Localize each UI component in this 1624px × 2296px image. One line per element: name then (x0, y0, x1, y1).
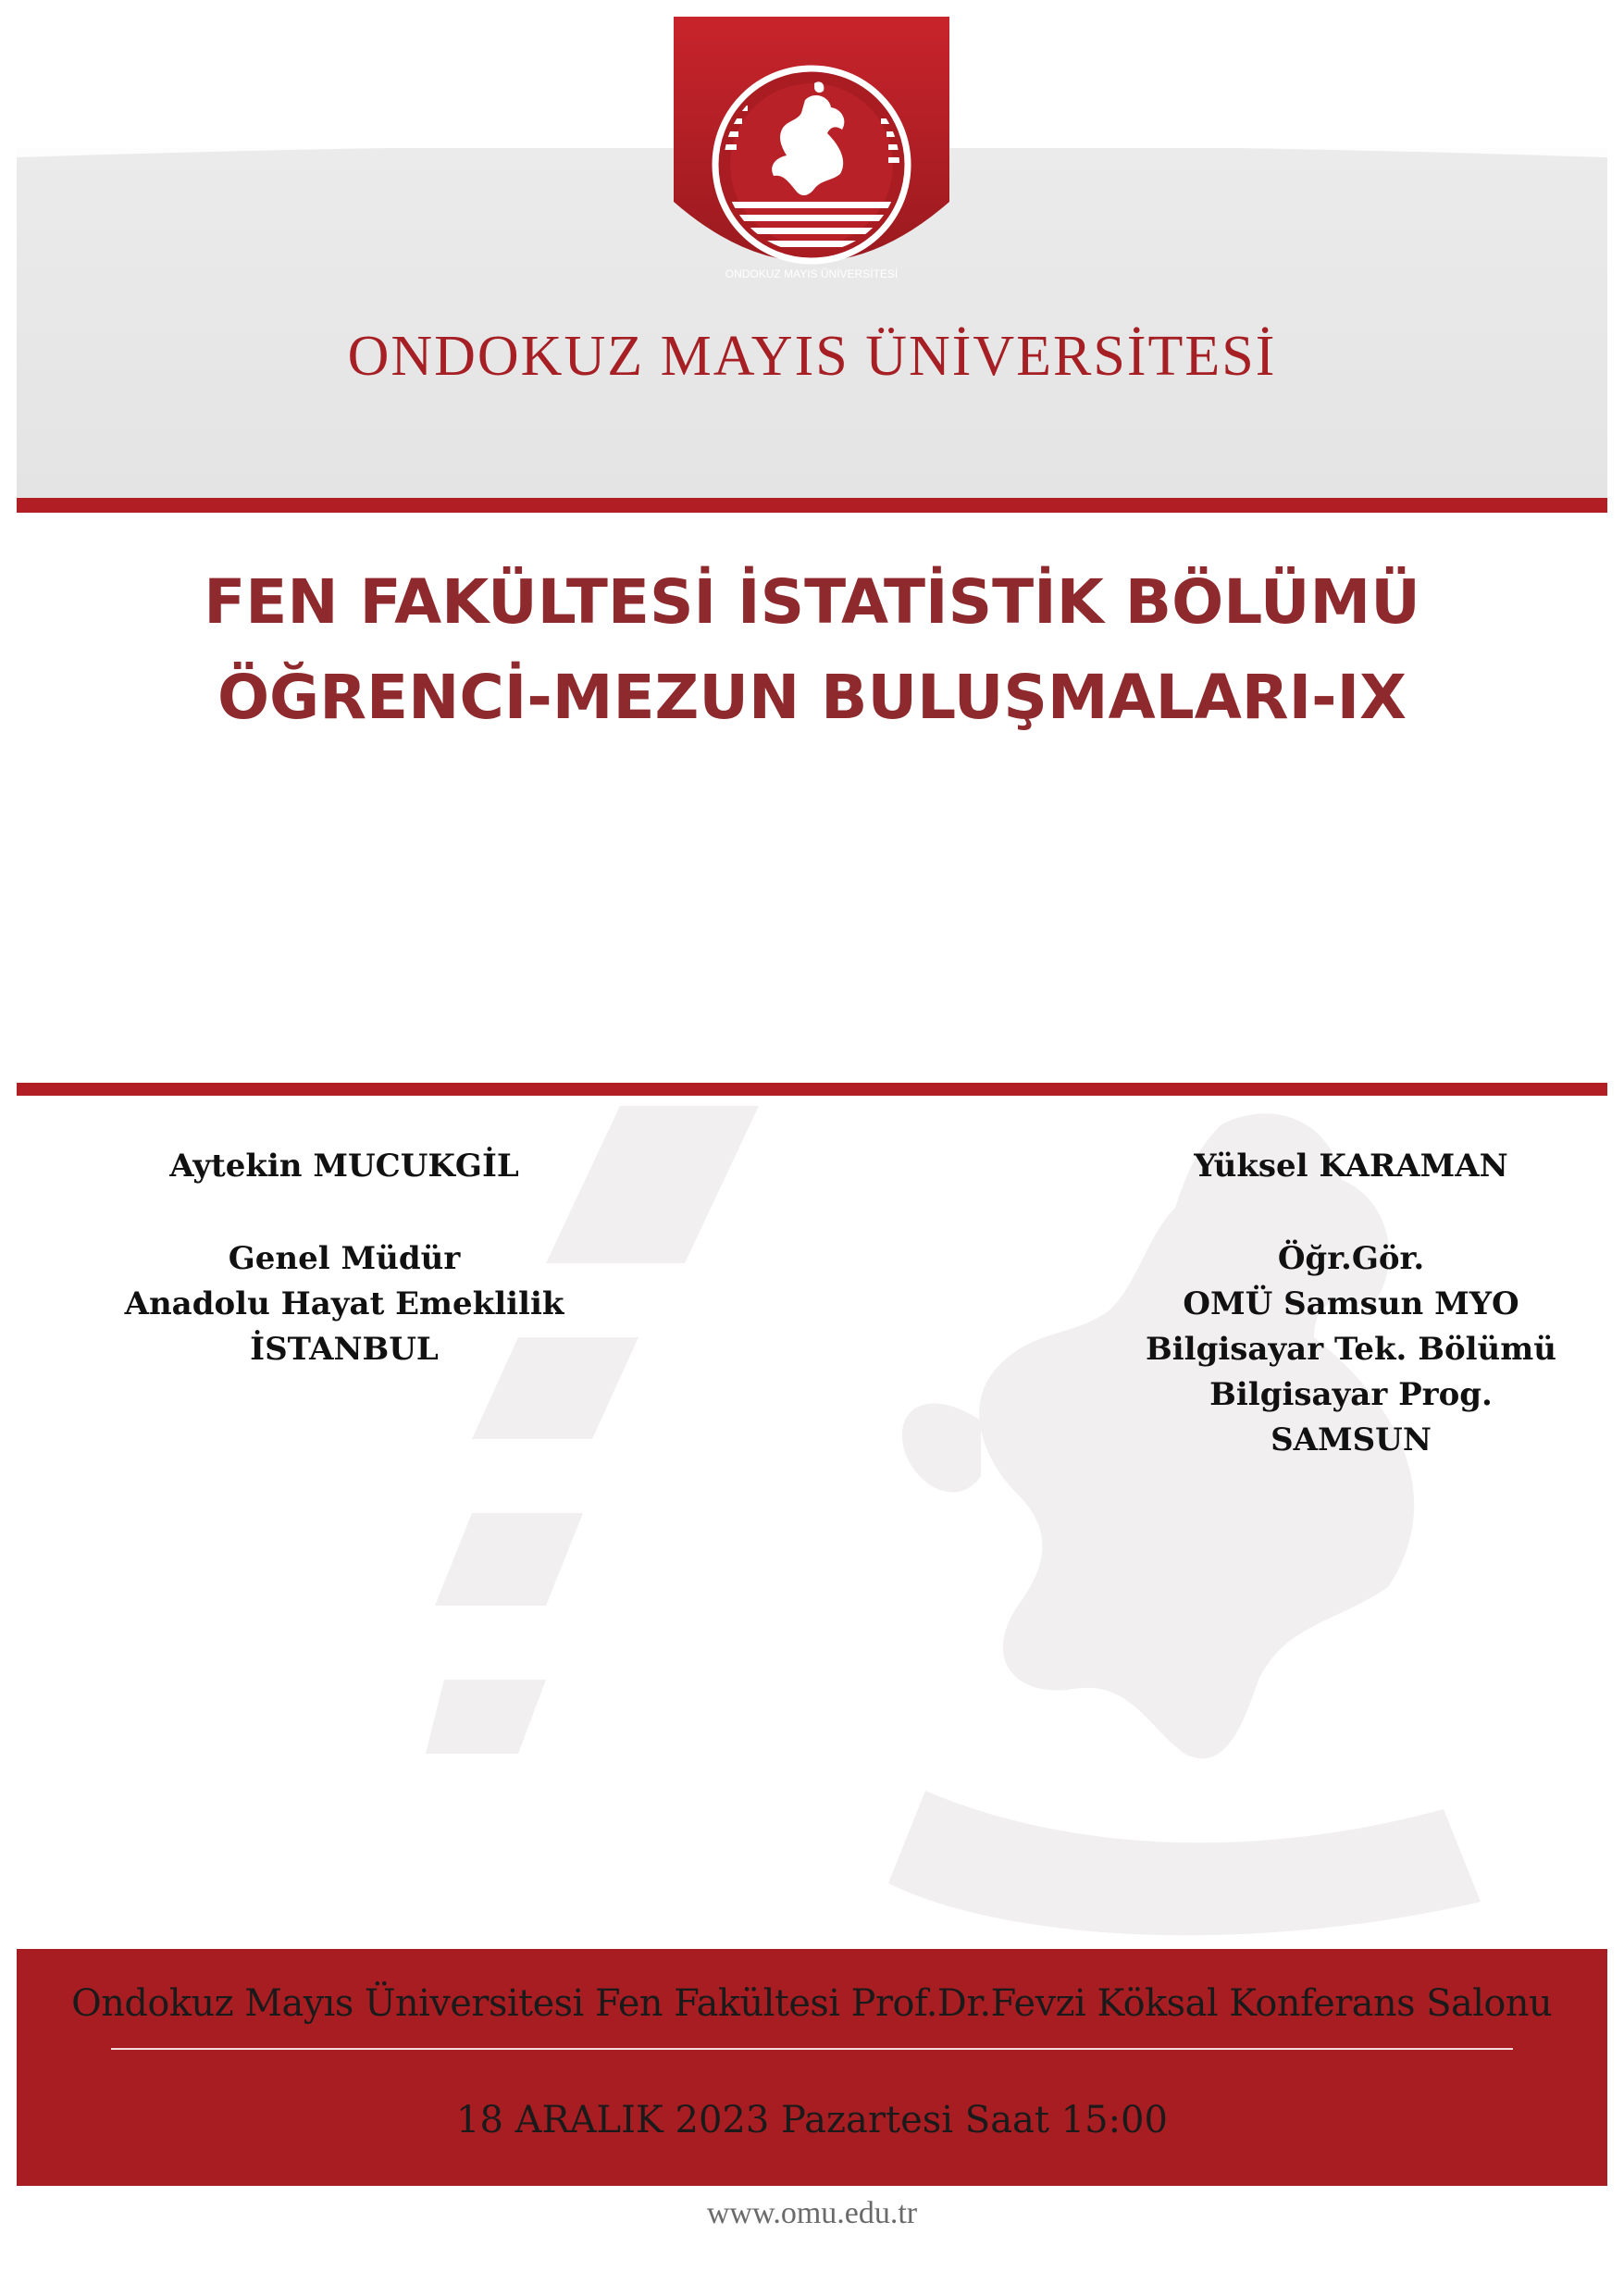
logo-ring-text: ONDOKUZ MAYIS ÜNİVERSİTESİ (725, 267, 899, 280)
speaker-name: Aytekin MUCUKGİL (169, 1148, 519, 1185)
speaker-program: Bilgisayar Prog. (1209, 1376, 1493, 1413)
speaker-name: Yüksel KARAMAN (1194, 1148, 1508, 1185)
university-logo (666, 17, 957, 294)
speaker-title: Genel Müdür (228, 1240, 461, 1277)
header-red-rule (17, 498, 1607, 513)
speaker-left (104, 1144, 585, 1372)
speaker-department: Bilgisayar Tek. Bölümü (1146, 1331, 1556, 1368)
event-date-time: 18 ARALIK 2023 Pazartesi Saat 15:00 (456, 2099, 1168, 2141)
venue-text: Ondokuz Mayıs Üniversitesi Fen Fakültesi Prof.Dr.Fevzi Köksal Konferans Salonu (71, 1982, 1553, 2025)
speaker-organization: Anadolu Hayat Emeklilik (124, 1285, 564, 1322)
event-title-line2: ÖĞRENCİ-MEZUN BULUŞMALARI-IX (217, 662, 1407, 733)
website-link[interactable]: www.omu.edu.tr (706, 2196, 918, 2230)
speaker-right (1110, 1144, 1592, 1463)
mid-red-rule (17, 1083, 1607, 1096)
event-title-line1: FEN FAKÜLTESİ İSTATİSTİK BÖLÜMÜ (204, 566, 1420, 638)
speaker-title: Öğr.Gör. (1277, 1240, 1425, 1277)
university-name: ONDOKUZ MAYIS ÜNİVERSİTESİ (347, 325, 1277, 388)
speaker-city: SAMSUN (1271, 1421, 1432, 1458)
speaker-organization: OMÜ Samsun MYO (1183, 1285, 1519, 1322)
speaker-city: İSTANBUL (250, 1331, 439, 1368)
footer-divider (111, 2048, 1513, 2050)
